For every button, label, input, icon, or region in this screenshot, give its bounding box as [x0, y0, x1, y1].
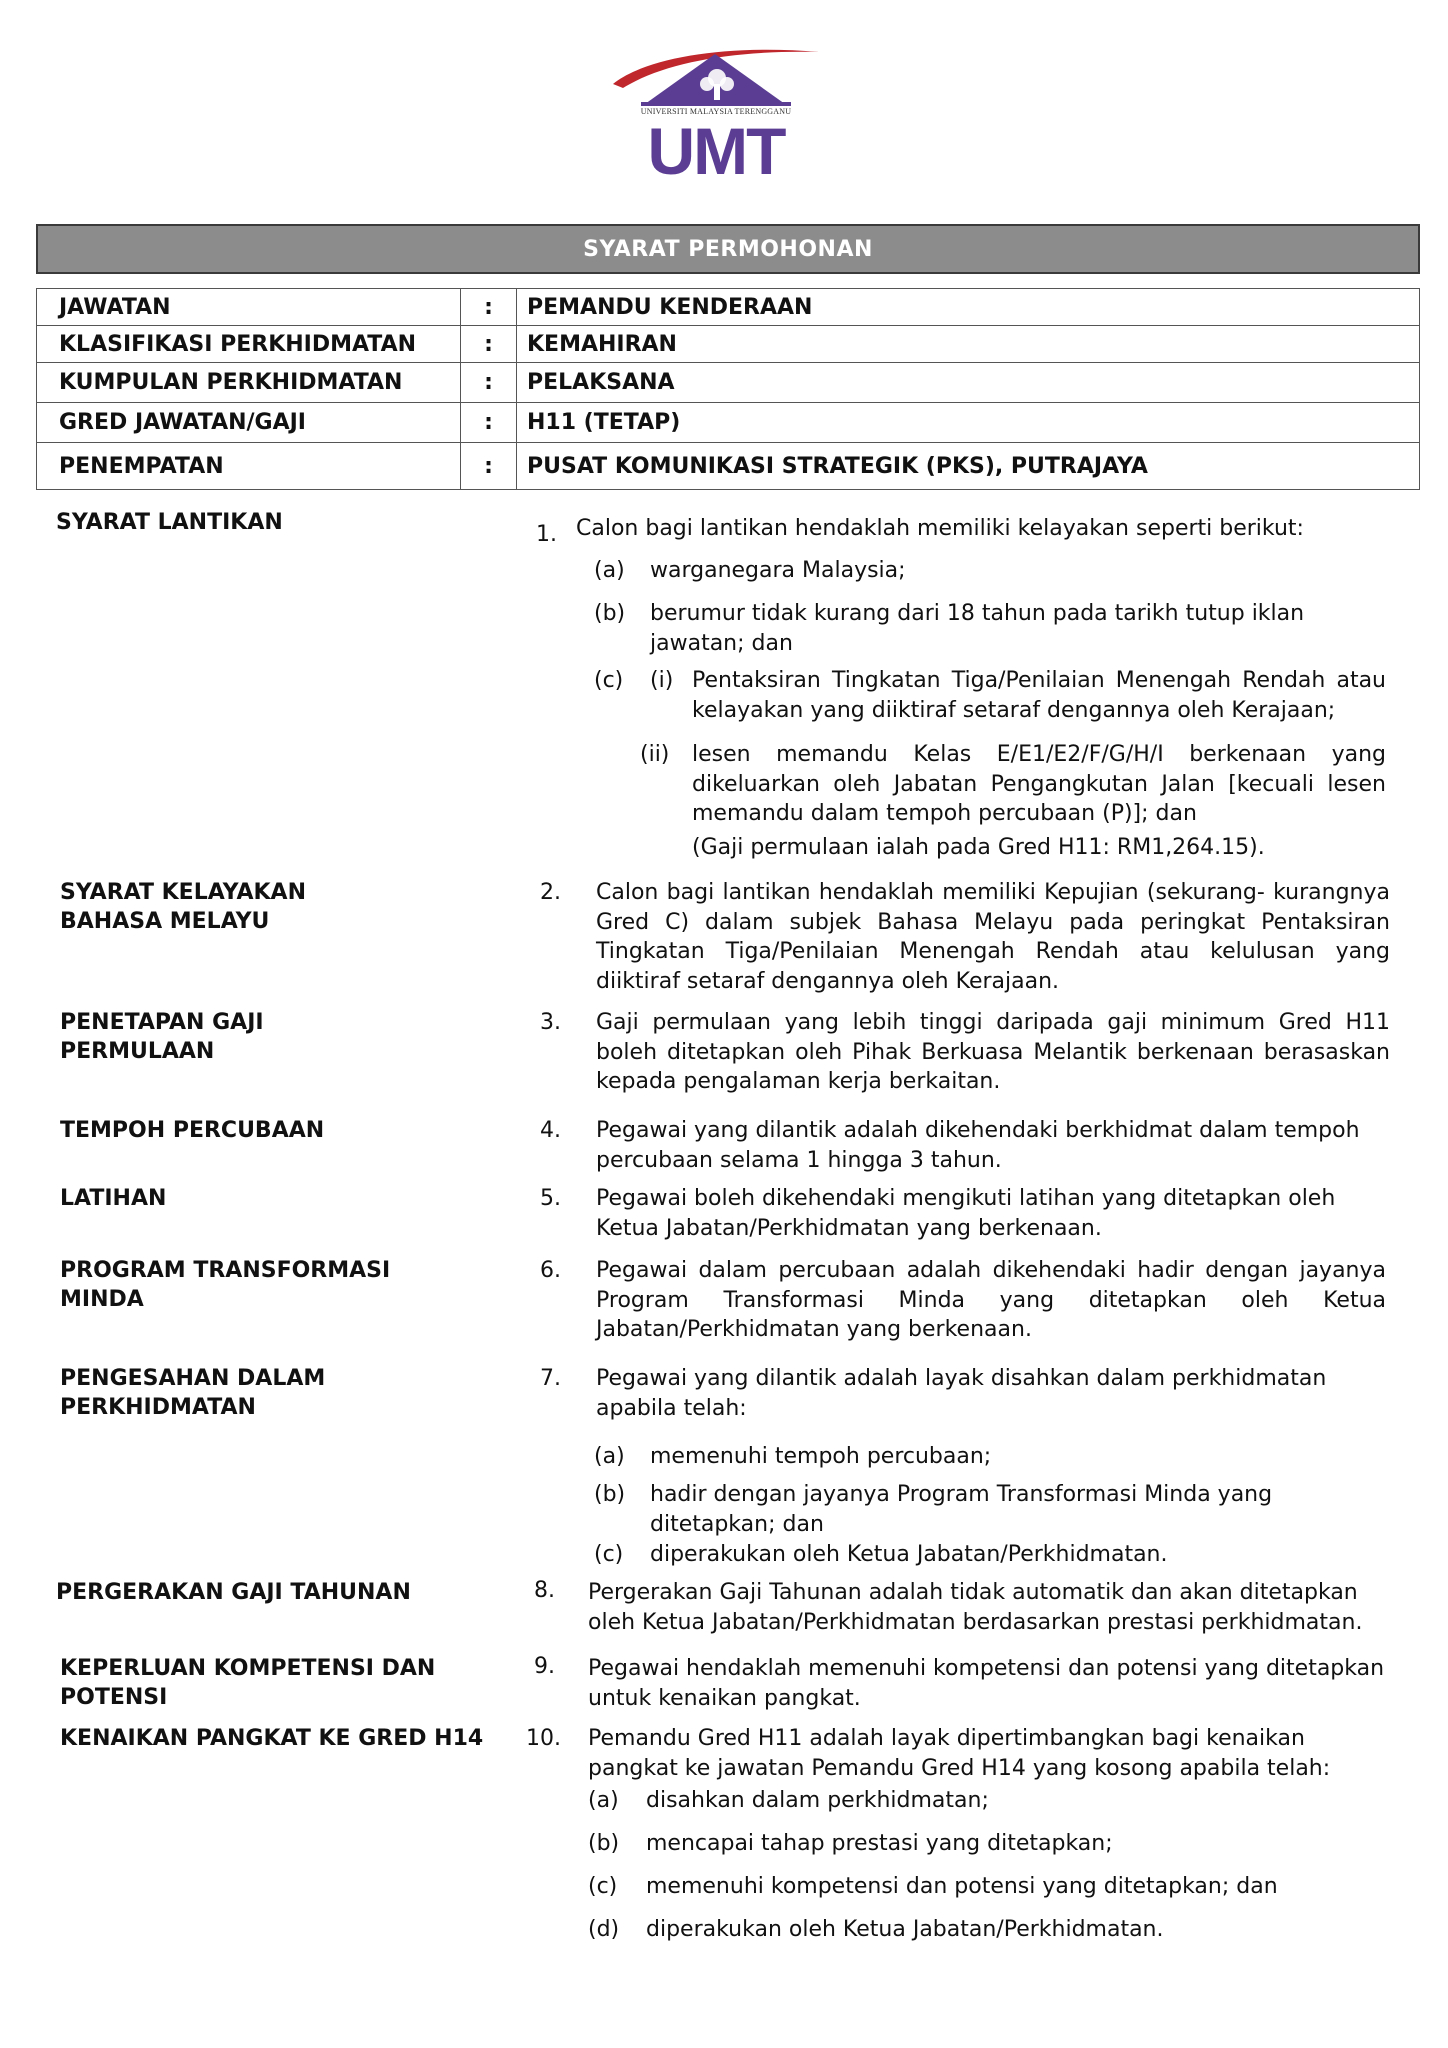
item-text: Pegawai boleh dikehendaki mengikuti latihan yang ditetapkan oleh Ketua Jabatan/Perkhidmatan yang berkenaan.: [596, 1186, 1336, 1241]
info-colon: :: [461, 403, 517, 442]
logo-emblem-icon: [605, 40, 827, 110]
item-number: 7.: [540, 1366, 561, 1391]
item-number: 6.: [540, 1258, 561, 1283]
sub-marker: (b): [588, 1831, 620, 1856]
item-text: Pemandu Gred H11 adalah layak dipertimbangkan bagi kenaikan pangkat ke jawatan Pemandu Gred H14 yang kosong apabila telah:: [588, 1726, 1331, 1781]
info-colon: :: [461, 363, 517, 402]
section-label-line: PERMULAAN: [60, 1039, 215, 1064]
info-value: PEMANDU KENDERAAN: [527, 294, 813, 320]
item-text: Pergerakan Gaji Tahunan adalah tidak automatik dan akan ditetapkan oleh Ketua Jabatan/Perkhidmatan berdasarkan prestasi perkhidmatan.: [588, 1580, 1363, 1635]
section-label-line: PENGESAHAN DALAM: [60, 1366, 326, 1391]
section-label-latihan: LATIHAN: [60, 1186, 167, 1211]
section-label-line: PENETAPAN GAJI: [60, 1010, 264, 1035]
item-text: Calon bagi lantikan hendaklah memiliki Kepujian (sekurang- kurangnya Gred C) dalam subjek Bahasa Melayu pada peringkat Pentaksiran Tingkatan Tiga/Penilaian Menengah Rendah atau kelulusan yang diiktiraf setaraf dengannya oleh Kerajaan.: [596, 880, 1390, 994]
info-label: KUMPULAN PERKHIDMATAN: [37, 363, 461, 402]
section-label-line: SYARAT KELAYAKAN: [60, 880, 306, 905]
sub-sub-marker: (ii): [640, 742, 670, 767]
item-text: Pegawai yang dilantik adalah dikehendaki berkhidmat dalam tempoh percubaan selama 1 hingga 3 tahun.: [596, 1118, 1360, 1173]
sub-text: berumur tidak kurang dari 18 tahun pada tarikh tutup iklan jawatan; dan: [650, 601, 1305, 656]
section-label-tempoh-percubaan: TEMPOH PERCUBAAN: [60, 1118, 325, 1143]
item-text: Gaji permulaan yang lebih tinggi daripada gaji minimum Gred H11 boleh ditetapkan oleh Pihak Berkuasa Melantik berkenaan berasaskan kepada pengalaman kerja berkaitan.: [596, 1010, 1390, 1094]
sub-sub-text: lesen memandu Kelas E/E1/E2/F/G/H/I berkenaan yang dikeluarkan oleh Jabatan Pengangkutan Jalan [kecuali lesen memandu dalam tempoh percubaan (P)]; dan: [692, 742, 1386, 826]
item-text: Pegawai yang dilantik adalah layak disahkan dalam perkhidmatan apabila telah:: [596, 1366, 1327, 1421]
item-number: 3.: [540, 1010, 561, 1035]
info-value: PELAKSANA: [527, 370, 675, 395]
section-label-line: BAHASA MELAYU: [60, 909, 270, 934]
sub-marker: (a): [594, 1444, 625, 1469]
sub-text: memenuhi kompetensi dan potensi yang ditetapkan; dan: [646, 1874, 1278, 1899]
header-banner: SYARAT PERMOHONAN: [36, 224, 1420, 274]
sub-sub-text: Pentaksiran Tingkatan Tiga/Penilaian Menengah Rendah atau kelayakan yang diiktiraf setaraf dengannya oleh Kerajaan;: [692, 668, 1386, 723]
item-text: Pegawai hendaklah memenuhi kompetensi dan potensi yang ditetapkan untuk kenaikan pangkat.: [588, 1656, 1385, 1711]
info-colon: :: [461, 326, 517, 362]
sub-sub-marker: (i): [650, 668, 674, 693]
item-number: 10.: [526, 1726, 561, 1751]
sub-marker: (c): [594, 1542, 624, 1567]
info-row-gred: [37, 403, 1419, 443]
logo-subtitle: UNIVERSITI MALAYSIA TERENGGANU: [640, 107, 792, 116]
section-label-kenaikan-pangkat: KENAIKAN PANGKAT KE GRED H14: [60, 1726, 484, 1751]
sub-marker: (d): [588, 1917, 620, 1942]
item-number: 2.: [540, 880, 561, 905]
item-number: 4.: [540, 1118, 561, 1143]
sub-text: memenuhi tempoh percubaan;: [650, 1444, 992, 1469]
sub-marker: (b): [594, 601, 626, 626]
sub-text: mencapai tahap prestasi yang ditetapkan;: [646, 1831, 1113, 1856]
info-colon: :: [461, 443, 517, 489]
salary-note: (Gaji permulaan ialah pada Gred H11: RM1,264.15).: [692, 835, 1265, 860]
info-value: H11 (TETAP): [527, 410, 681, 435]
section-label-line: MINDA: [60, 1287, 144, 1312]
info-label: KLASIFIKASI PERKHIDMATAN: [37, 326, 461, 362]
sub-marker: (a): [594, 558, 625, 583]
item-text: Calon bagi lantikan hendaklah memiliki kelayakan seperti berikut:: [576, 516, 1304, 541]
info-row-jawatan: [37, 289, 1419, 326]
logo-wordmark: UMT: [647, 114, 785, 188]
sub-text: warganegara Malaysia;: [650, 558, 906, 583]
info-row-klasifikasi: [37, 326, 1419, 363]
item-number: 9.: [534, 1654, 555, 1679]
info-row-penempatan: [37, 443, 1419, 489]
sub-text: diperakukan oleh Ketua Jabatan/Perkhidmatan.: [650, 1542, 1168, 1567]
sub-marker: (b): [594, 1482, 626, 1507]
sub-text: diperakukan oleh Ketua Jabatan/Perkhidmatan.: [646, 1917, 1164, 1942]
info-row-kumpulan: [37, 363, 1419, 403]
section-label-line: POTENSI: [60, 1685, 168, 1710]
sub-text: hadir dengan jayanya Program Transformasi Minda yang ditetapkan; dan: [650, 1482, 1273, 1537]
section-label-syarat-lantikan: SYARAT LANTIKAN: [56, 510, 283, 535]
section-label-line: PERKHIDMATAN: [60, 1395, 256, 1420]
info-colon: :: [461, 289, 517, 325]
item-number: 1.: [536, 522, 557, 547]
section-label-line: PROGRAM TRANSFORMASI: [60, 1258, 391, 1283]
sub-marker: (c): [594, 668, 624, 693]
info-value: KEMAHIRAN: [527, 331, 677, 357]
section-label-pergerakan-gaji: PERGERAKAN GAJI TAHUNAN: [56, 1580, 411, 1605]
job-info-table: [36, 288, 1420, 490]
section-label-line: KEPERLUAN KOMPETENSI DAN: [60, 1656, 436, 1681]
umt-logo: [605, 40, 827, 190]
info-value: PUSAT KOMUNIKASI STRATEGIK (PKS), PUTRAJAYA: [527, 453, 1148, 479]
sub-marker: (a): [588, 1788, 619, 1813]
item-number: 5.: [540, 1186, 561, 1211]
info-label: JAWATAN: [37, 289, 461, 325]
item-text: Pegawai dalam percubaan adalah dikehendaki hadir dengan jayanya Program Transformasi Minda yang ditetapkan oleh Ketua Jabatan/Perkhidmatan yang berkenaan.: [596, 1258, 1386, 1342]
item-number: 8.: [534, 1578, 555, 1603]
sub-text: disahkan dalam perkhidmatan;: [646, 1788, 989, 1813]
info-label: PENEMPATAN: [37, 443, 461, 489]
info-label: GRED JAWATAN/GAJI: [37, 403, 461, 442]
sub-marker: (c): [588, 1874, 618, 1899]
